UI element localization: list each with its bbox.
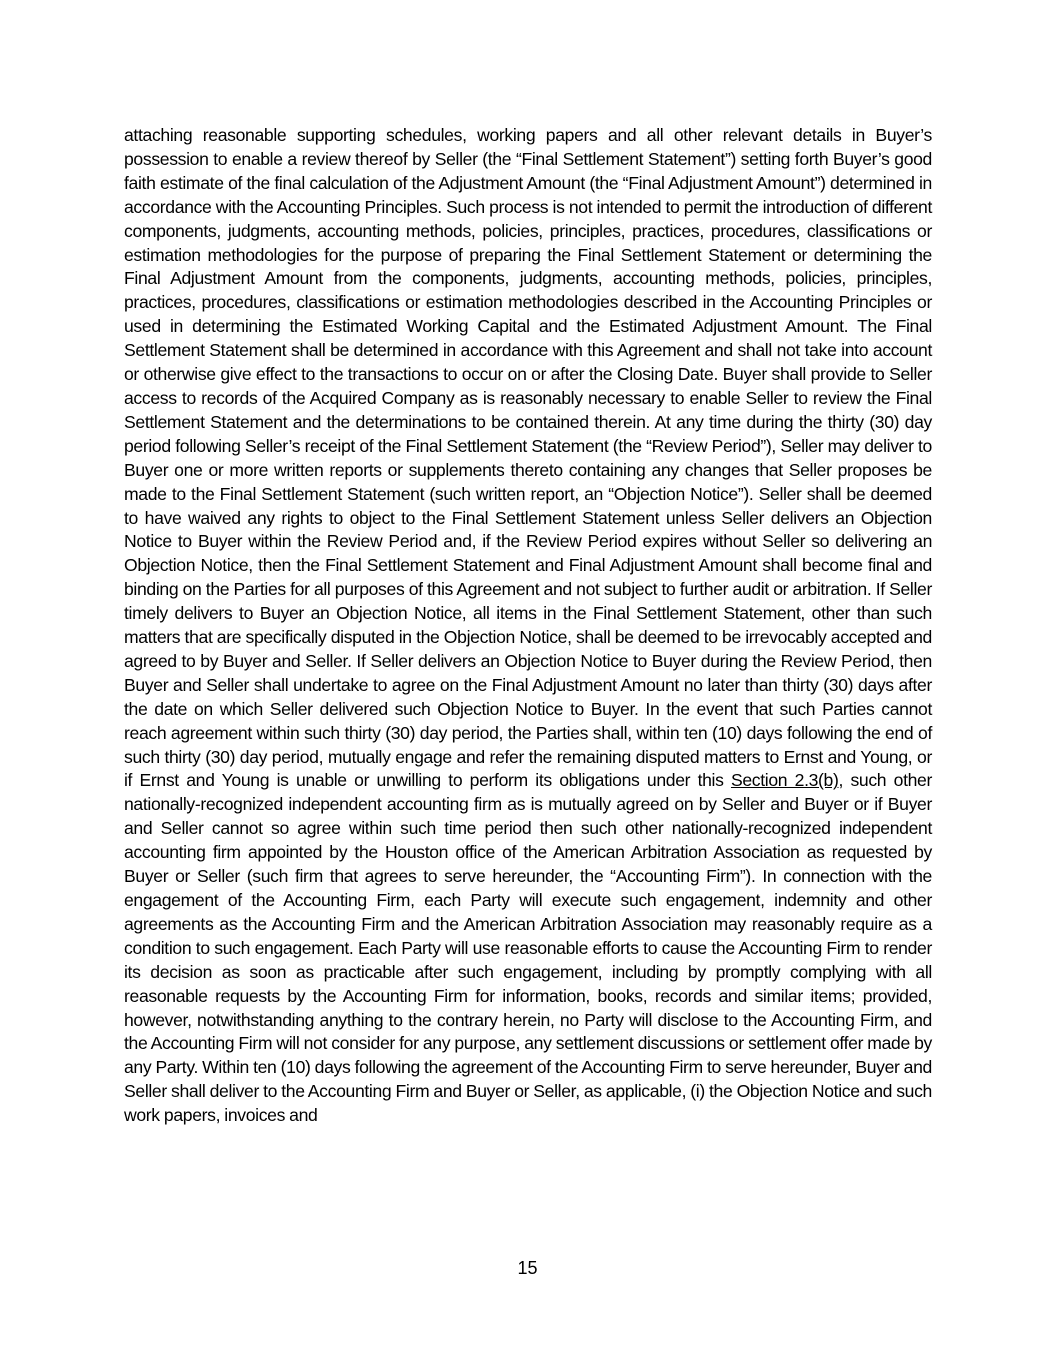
paragraph-text-part-2: , such other nationally-recognized independent accounting firm as is mutually agreed on by Seller and Buyer or if Buyer and Seller cannot so agree within such time period then such other nationally-recognized independent accounting firm appointed by the Houston office of the American Arbitration Association as requested by Buyer or Seller (such firm that agrees to serve hereunder, the “Accounting Firm”). In connection with the engagement of the Accounting Firm, each Party will execute such engagement, indemnity and other agreements as the Accounting Firm and the American Arbitration Association may reasonably require as a condition to such engagement. Each Party will use reasonable efforts to cause the Accounting Firm to render its decision as soon as practicable after such engagement, including by promptly complying with all reasonable requests by the Accounting Firm for information, books, records and similar items; provided, however, notwithstanding anything to the contrary herein, no Party will disclose to the Accounting Firm, and the Accounting Firm will not consider for any purpose, any settlement discussions or settlement offer made by any Party. Within ten (10) days following the agreement of the Accounting Firm to serve hereunder, Buyer and Seller shall deliver to the Accounting Firm and Buyer or Seller, as applicable, (i) the Objection Notice and such work papers, invoices and bbox=[124, 770, 932, 1126]
paragraph-text-part-1: attaching reasonable supporting schedules, working papers and all other relevant details in Buyer’s possession to enable a review thereof by Seller (the “Final Settlement Statement”) setting forth Buyer’s good faith estimate of the final calculation of the Adjustment Amount (the “Final Adjustment Amount”) determined in accordance with the Accounting Principles. Such process is not intended to permit the introduction of different components, judgments, accounting methods, policies, principles, practices, procedures, classifications or estimation methodologies for the purpose of preparing the Final Settlement Statement or determining the Final Adjustment Amount from the components, judgments, accounting methods, policies, principles, practices, procedures, classifications or estimation methodologies described in the Accounting Principles or used in determining the Estimated Working Capital and the Estimated Adjustment Amount. The Final Settlement Statement shall be determined in accordance with this Agreement and shall not take into account or otherwise give effect to the transactions to occur on or after the Closing Date. Buyer shall provide to Seller access to records of the Acquired Company as is reasonably necessary to enable Seller to review the Final Settlement Statement and the determinations to be contained therein. At any time during the thirty (30) day period following Seller’s receipt of the Final Settlement Statement (the “Review Period”), Seller may deliver to Buyer one or more written reports or supplements thereto containing any changes that Seller proposes be made to the Final Settlement Statement (such written report, an “Objection Notice”). Seller shall be deemed to have waived any rights to object to the Final Settlement Statement unless Seller delivers an Objection Notice to Buyer within the Review Period and, if the Review Period expires without Seller so delivering an Objection Notice, then the Final Settlement Statement and Final Adjustment Amount shall become final and binding on the Parties for all purposes of this Agreement and not subject to further audit or arbitration. If Seller timely delivers to Buyer an Objection Notice, all items in the Final Settlement Statement, other than such matters that are specifically disputed in the Objection Notice, shall be deemed to be irrevocably accepted and agreed to by Buyer and Seller. If Seller delivers an Objection Notice to Buyer during the Review Period, then Buyer and Seller shall undertake to agree on the Final Adjustment Amount no later than thirty (30) days after the date on which Seller delivered such Objection Notice to Buyer. In the event that such Parties cannot reach agreement within such thirty (30) day period, the Parties shall, within ten (10) days following the end of such thirty (30) day period, mutually engage and refer the remaining disputed matters to Ernst and Young, or if Ernst and Young is unable or unwilling to perform its obligations under this bbox=[124, 125, 932, 791]
section-reference: Section 2.3(b) bbox=[730, 770, 839, 791]
body-paragraph bbox=[124, 124, 932, 1128]
page-number: 15 bbox=[517, 1258, 538, 1278]
